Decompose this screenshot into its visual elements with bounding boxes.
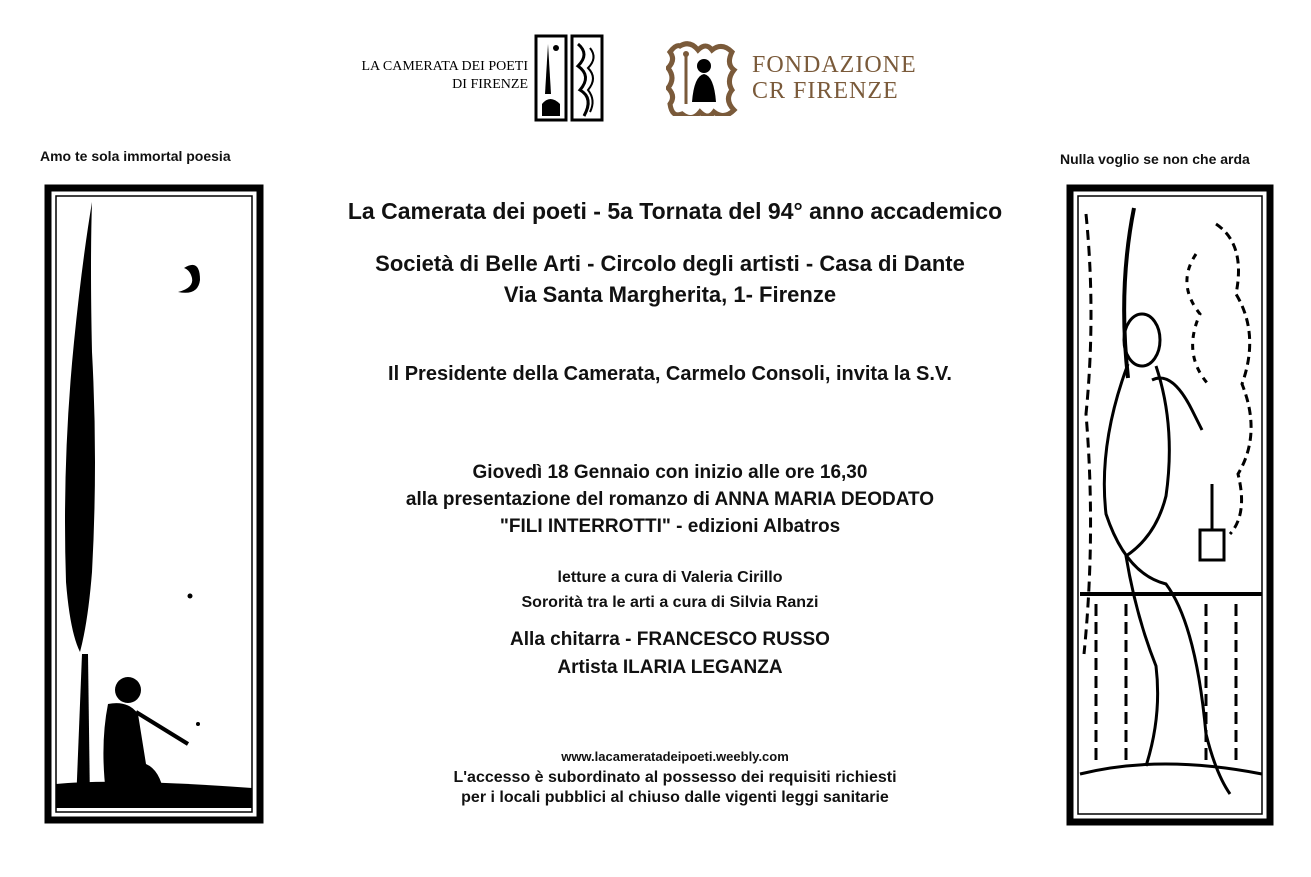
left-caption: Amo te sola immortal poesia	[40, 148, 231, 164]
camerata-logo-text	[330, 58, 528, 94]
performers-block	[300, 626, 1040, 682]
right-woodcut-illustration	[1066, 184, 1276, 828]
event-date: Giovedì 18 Gennaio con inizio alle ore 16,30	[472, 462, 868, 483]
camerata-logo-line2: DI FIRENZE	[452, 77, 528, 92]
fondazione-logo-line1: FONDAZIONE	[752, 52, 917, 78]
fondazione-logo-emblem	[666, 40, 740, 116]
fondazione-logo-line2: CR FIRENZE	[752, 78, 899, 104]
venue-line1: Società di Belle Arti - Circolo degli artisti - Casa di Dante	[375, 251, 965, 276]
right-caption: Nulla voglio se non che arda	[1060, 151, 1250, 167]
camerata-logo-emblem	[534, 34, 606, 122]
sorority-credit: Sororità tra le arti a cura di Silvia Ranzi	[521, 594, 819, 611]
fondazione-logo-text	[752, 52, 917, 104]
event-book: "FILI INTERROTTI" - edizioni Albatros	[499, 516, 841, 537]
venue-block	[300, 248, 1040, 310]
access-note-line2: per i locali pubblici al chiuso dalle vigenti leggi sanitarie	[461, 789, 889, 806]
left-woodcut-illustration	[44, 184, 266, 826]
president-invitation: Il Presidente della Camerata, Carmelo Consoli, invita la S.V.	[388, 363, 952, 385]
website-link[interactable]: www.lacameratadeipoeti.weebly.com	[561, 749, 789, 764]
event-presentation: alla presentazione del romanzo di ANNA MARIA DEODATO	[405, 489, 935, 510]
event-block	[300, 459, 1040, 540]
invitation-title: La Camerata dei poeti - 5a Tornata del 94° anno accademico	[347, 198, 1003, 224]
guitar-credit: Alla chitarra - FRANCESCO RUSSO	[510, 629, 830, 650]
venue-line2: Via Santa Margherita, 1- Firenze	[503, 282, 837, 307]
access-note-line1: L'accesso è subordinato al possesso dei requisiti richiesti	[453, 769, 897, 786]
camerata-logo-line1: LA CAMERATA DEI POETI	[361, 59, 528, 74]
readings-credit: letture a cura di Valeria Cirillo	[557, 569, 783, 586]
artist-credit: Artista ILARIA LEGANZA	[557, 657, 783, 678]
access-note	[300, 768, 1050, 808]
credits-block	[300, 565, 1040, 615]
